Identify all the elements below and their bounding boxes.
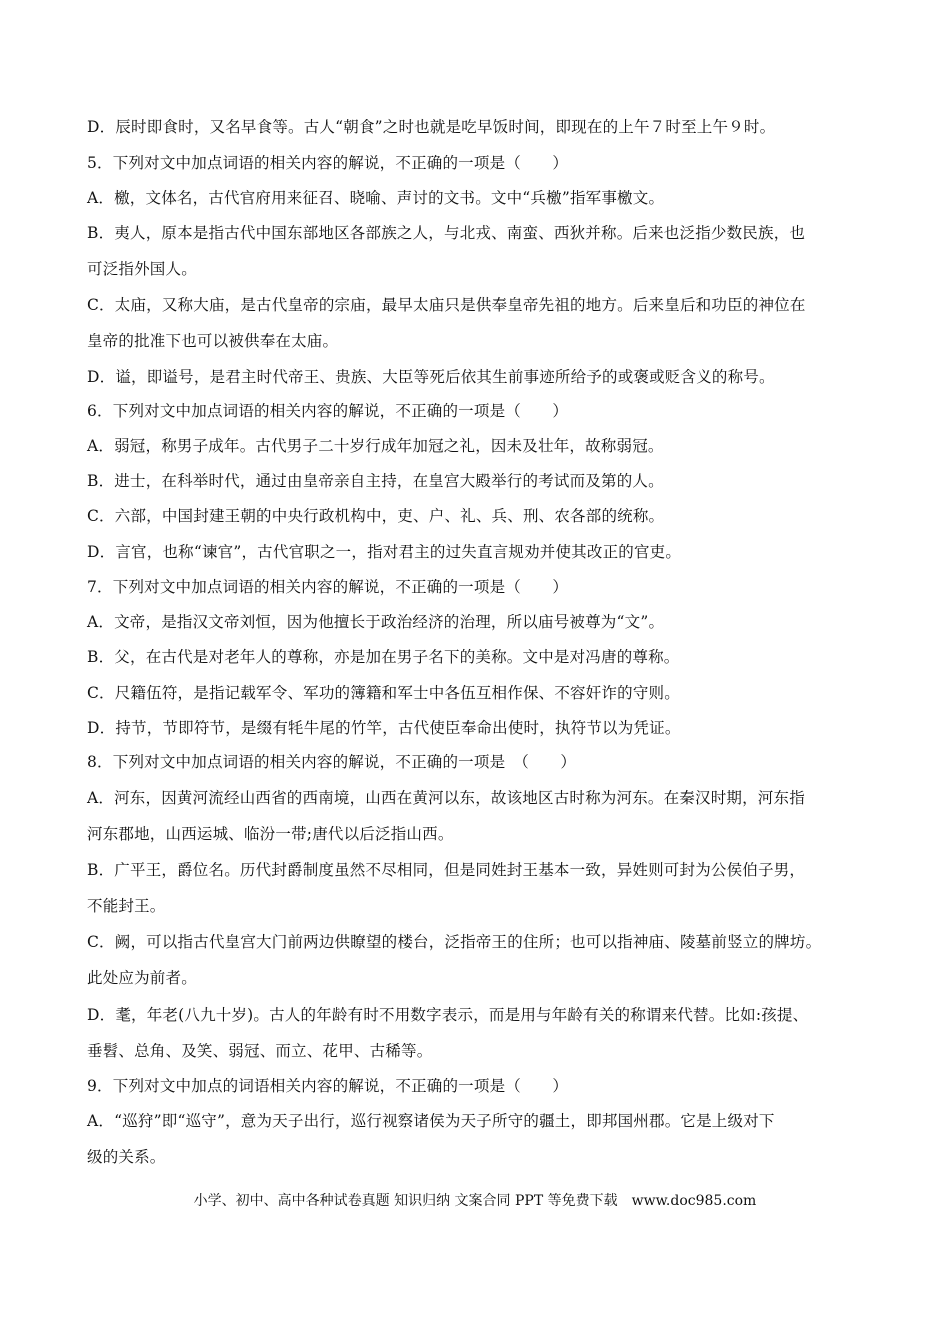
- question-6-stem: 6．下列对文中加点词语的相关内容的解说，不正确的一项是（ ）: [87, 402, 569, 420]
- text-line: C．太庙，又称大庙，是古代皇帝的宗庙，最早太庙只是供奉皇帝先祖的地方。后来皇后和功臣的神位在: [87, 296, 806, 314]
- text-line: D．言官，也称“谏官”，古代官职之一，指对君主的过失直言规劝并使其改正的官吏。: [87, 543, 682, 561]
- question-8-stem: 8．下列对文中加点词语的相关内容的解说，不正确的一项是 （ ）: [87, 753, 577, 771]
- text-line: B．进士，在科举时代，通过由皇帝亲自主持，在皇宫大殿举行的考试而及第的人。: [87, 472, 664, 490]
- text-line: B．父，在古代是对老年人的尊称，亦是加在男子名下的美称。文中是对冯唐的尊称。: [87, 648, 680, 666]
- question-5-stem: 5．下列对文中加点词语的相关内容的解说，不正确的一项是（ ）: [87, 154, 569, 172]
- text-line: 此处应为前者。: [87, 969, 197, 987]
- text-line: 可泛指外国人。: [87, 260, 197, 278]
- text-line: 河东郡地，山西运城、临汾一带;唐代以后泛指山西。: [87, 825, 454, 843]
- text-line: 级的关系。: [87, 1148, 166, 1166]
- question-9-stem: 9．下列对文中加点的词语相关内容的解说，不正确的一项是（ ）: [87, 1077, 569, 1095]
- text-line: D．辰时即食时，又名早食等。古人“朝食”之时也就是吃早饭时间，即现在的上午７时至上午９时。: [87, 118, 776, 136]
- text-line: 不能封王。: [87, 897, 166, 915]
- page-footer: 小学、初中、高中各种试卷真题 知识归纳 文案合同 PPT 等免费下载 www.doc985.com: [193, 1193, 757, 1209]
- text-line: D．谥，即谥号，是君主时代帝王、贵族、大臣等死后依其生前事迹所给予的或褒或贬含义的称号。: [87, 368, 775, 386]
- text-line: 皇帝的批准下也可以被供奉在太庙。: [87, 332, 339, 350]
- text-line: D．持节，节即符节，是缀有牦牛尾的竹竿，古代使臣奉命出使时，执符节以为凭证。: [87, 719, 681, 737]
- text-line: A．文帝，是指汉文帝刘恒，因为他擅长于政治经济的治理，所以庙号被尊为“文”。: [87, 613, 665, 631]
- text-line: A．“巡狩”即“巡守”，意为天子出行，巡行视察诸侯为天子所守的疆土，即邦国州郡。它是上级对下: [87, 1112, 775, 1130]
- text-line: A．弱冠，称男子成年。古代男子二十岁行成年加冠之礼，因未及壮年，故称弱冠。: [87, 437, 664, 455]
- text-line: A．檄，文体名，古代官府用来征召、晓喻、声讨的文书。文中“兵檄”指军事檄文。: [87, 189, 665, 207]
- text-line: 垂髫、总角、及笑、弱冠、而立、花甲、古稀等。: [87, 1042, 433, 1060]
- text-line: B．夷人，原本是指古代中国东部地区各部族之人，与北戎、南蛮、西狄并称。后来也泛指少数民族，也: [87, 224, 806, 242]
- text-line: D．耄，年老(八九十岁)。古人的年龄有时不用数字表示，而是用与年龄有关的称谓来代替。比如:孩提、: [87, 1006, 809, 1024]
- text-line: B．广平王，爵位名。历代封爵制度虽然不尽相同，但是同姓封王基本一致，异姓则可封为公侯伯子男，: [87, 861, 806, 879]
- text-line: A．河东，因黄河流经山西省的西南境，山西在黄河以东，故该地区古时称为河东。在秦汉时期，河东指: [87, 789, 805, 807]
- text-line: C．六部，中国封建王朝的中央行政机构中，吏、户、礼、兵、刑、农各部的统称。: [87, 507, 665, 525]
- text-line: C．尺籍伍符，是指记载军令、军功的簿籍和军士中各伍互相作保、不容奸诈的守则。: [87, 684, 680, 702]
- text-line: C．阙，可以指古代皇宫大门前两边供瞭望的楼台，泛指帝王的住所；也可以指神庙、陵墓前竖立的牌坊。: [87, 933, 822, 951]
- question-7-stem: 7．下列对文中加点词语的相关内容的解说，不正确的一项是（ ）: [87, 578, 569, 596]
